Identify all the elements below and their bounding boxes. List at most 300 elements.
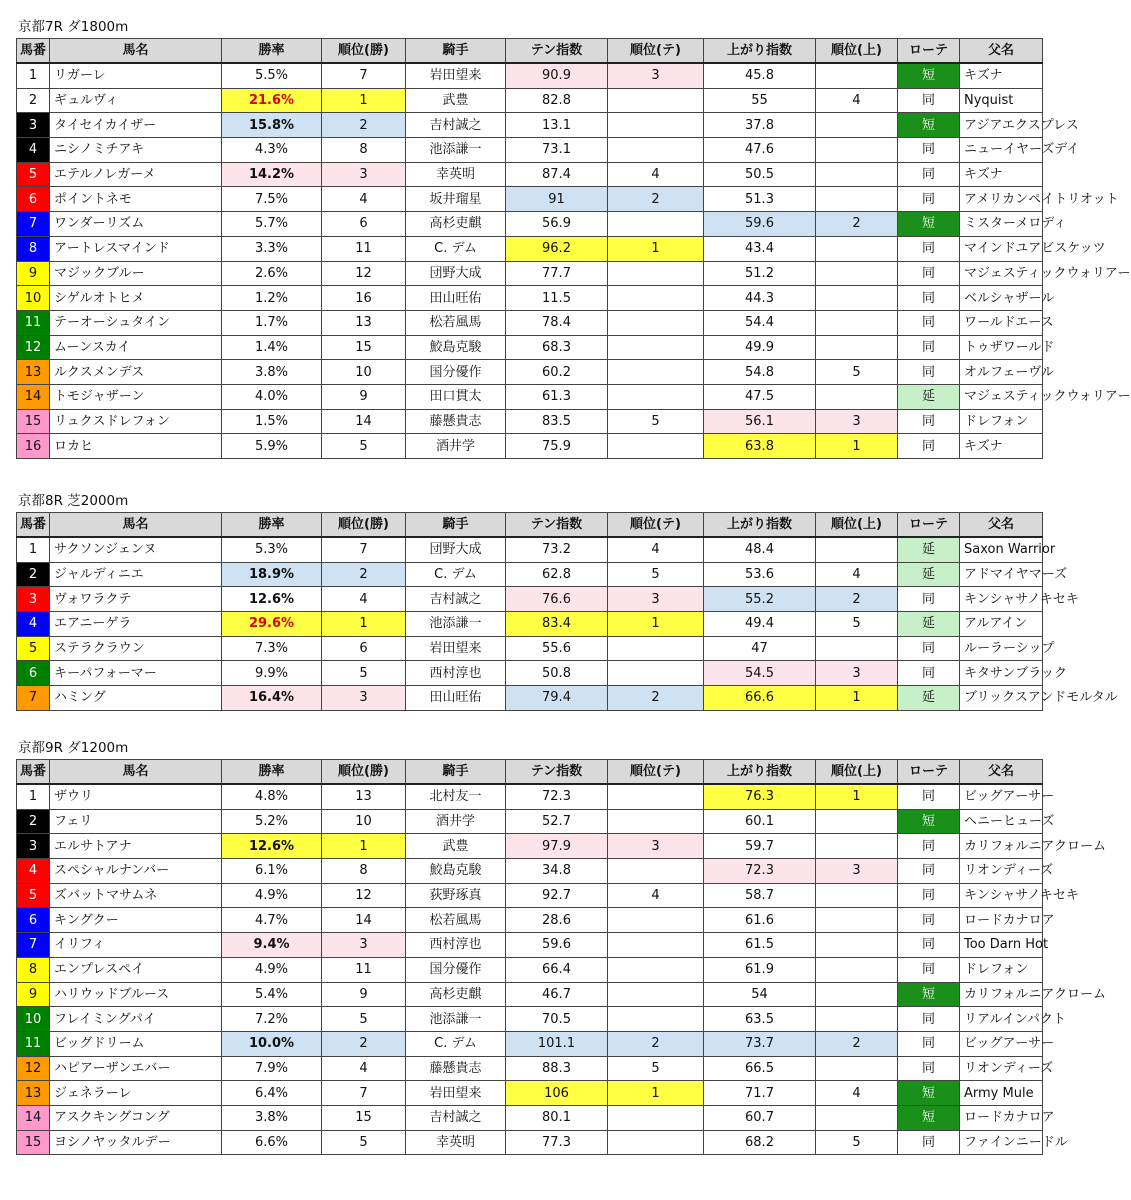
win-rate-cell: 5.2% bbox=[222, 809, 322, 834]
horse-number-cell: 7 bbox=[17, 212, 50, 237]
sire-cell: ニューイヤーズデイ bbox=[960, 138, 1043, 163]
column-header-horse-name[interactable]: 馬名 bbox=[50, 39, 222, 64]
agari-rank-cell bbox=[816, 982, 898, 1007]
win-rate-cell: 10.0% bbox=[222, 1031, 322, 1056]
table-row[interactable] bbox=[17, 859, 1043, 884]
agari-index-cell: 47.6 bbox=[704, 138, 816, 163]
horse-number-cell: 3 bbox=[17, 587, 50, 612]
horse-name-cell: ヴォワラクテ bbox=[50, 587, 222, 612]
ten-rank-cell: 2 bbox=[608, 686, 704, 711]
rotation-cell: 同 bbox=[898, 335, 960, 360]
jockey-cell: 高杉吏麒 bbox=[406, 212, 506, 237]
column-header-win-rate[interactable]: 勝率 bbox=[222, 39, 322, 64]
horse-name-cell: エンプレスペイ bbox=[50, 957, 222, 982]
rotation-cell: 同 bbox=[898, 286, 960, 311]
ten-rank-cell: 5 bbox=[608, 562, 704, 587]
horse-number-cell: 6 bbox=[17, 187, 50, 212]
win-rate-cell: 7.2% bbox=[222, 1007, 322, 1032]
win-rate-cell: 4.9% bbox=[222, 883, 322, 908]
horse-name-cell: エアニーゲラ bbox=[50, 612, 222, 637]
agari-index-cell: 45.8 bbox=[704, 63, 816, 88]
sire-cell: リオンディーズ bbox=[960, 859, 1043, 884]
ten-rank-cell bbox=[608, 859, 704, 884]
jockey-cell: 幸英明 bbox=[406, 1130, 506, 1155]
agari-index-cell: 50.5 bbox=[704, 162, 816, 187]
rotation-cell: 同 bbox=[898, 409, 960, 434]
ten-index-cell: 61.3 bbox=[506, 384, 608, 409]
sire-cell: カリフォルニアクローム bbox=[960, 834, 1043, 859]
win-rank-cell: 8 bbox=[322, 859, 406, 884]
sire-cell: ルーラーシップ bbox=[960, 636, 1043, 661]
horse-name-cell: エテルノレガーメ bbox=[50, 162, 222, 187]
column-header-ten-rank[interactable]: 順位(テ) bbox=[608, 513, 704, 538]
agari-index-cell: 72.3 bbox=[704, 859, 816, 884]
table-row[interactable] bbox=[17, 138, 1043, 163]
sire-cell: Too Darn Hot bbox=[960, 933, 1043, 958]
win-rank-cell: 3 bbox=[322, 686, 406, 711]
table-row[interactable] bbox=[17, 1105, 1043, 1130]
agari-index-cell: 47 bbox=[704, 636, 816, 661]
win-rank-cell: 13 bbox=[322, 310, 406, 335]
table-row[interactable] bbox=[17, 236, 1043, 261]
horse-number-cell: 11 bbox=[17, 1031, 50, 1056]
table-row[interactable] bbox=[17, 162, 1043, 187]
column-header-agari-index[interactable]: 上がり指数 bbox=[704, 760, 816, 785]
column-header-rotation[interactable]: ローテ bbox=[898, 760, 960, 785]
ten-rank-cell bbox=[608, 261, 704, 286]
jockey-cell: 武豊 bbox=[406, 834, 506, 859]
column-header-horse-name[interactable]: 馬名 bbox=[50, 513, 222, 538]
column-header-win-rank[interactable]: 順位(勝) bbox=[322, 513, 406, 538]
ten-index-cell: 52.7 bbox=[506, 809, 608, 834]
ten-index-cell: 101.1 bbox=[506, 1031, 608, 1056]
horse-number-cell: 11 bbox=[17, 310, 50, 335]
column-header-horse-number[interactable]: 馬番 bbox=[17, 760, 50, 785]
rotation-cell: 同 bbox=[898, 1056, 960, 1081]
rotation-cell: 同 bbox=[898, 162, 960, 187]
rotation-cell: 同 bbox=[898, 908, 960, 933]
win-rank-cell: 4 bbox=[322, 1056, 406, 1081]
horse-number-cell: 3 bbox=[17, 113, 50, 138]
column-header-ten-index[interactable]: テン指数 bbox=[506, 760, 608, 785]
ten-index-cell: 28.6 bbox=[506, 908, 608, 933]
agari-index-cell: 51.2 bbox=[704, 261, 816, 286]
agari-rank-cell bbox=[816, 809, 898, 834]
ten-index-cell: 77.3 bbox=[506, 1130, 608, 1155]
table-row[interactable] bbox=[17, 661, 1043, 686]
ten-index-cell: 46.7 bbox=[506, 982, 608, 1007]
win-rank-cell: 4 bbox=[322, 587, 406, 612]
sire-cell: ヘニーヒューズ bbox=[960, 809, 1043, 834]
agari-rank-cell bbox=[816, 636, 898, 661]
horse-name-cell: フレイミングパイ bbox=[50, 1007, 222, 1032]
race-section bbox=[16, 490, 1118, 711]
agari-rank-cell: 5 bbox=[816, 1130, 898, 1155]
sire-cell: ファインニードル bbox=[960, 1130, 1043, 1155]
win-rank-cell: 11 bbox=[322, 236, 406, 261]
table-row[interactable] bbox=[17, 809, 1043, 834]
table-row[interactable] bbox=[17, 784, 1043, 809]
horse-name-cell: シゲルオトヒメ bbox=[50, 286, 222, 311]
agari-rank-cell bbox=[816, 384, 898, 409]
jockey-cell: 吉村誠之 bbox=[406, 1105, 506, 1130]
win-rank-cell: 2 bbox=[322, 562, 406, 587]
win-rate-cell: 16.4% bbox=[222, 686, 322, 711]
table-row[interactable] bbox=[17, 434, 1043, 459]
rotation-cell: 同 bbox=[898, 834, 960, 859]
agari-index-cell: 63.5 bbox=[704, 1007, 816, 1032]
column-header-rotation[interactable]: ローテ bbox=[898, 513, 960, 538]
ten-index-cell: 66.4 bbox=[506, 957, 608, 982]
agari-rank-cell: 1 bbox=[816, 434, 898, 459]
sire-cell: アジアエクスプレス bbox=[960, 113, 1043, 138]
ten-index-cell: 50.8 bbox=[506, 661, 608, 686]
table-row[interactable] bbox=[17, 883, 1043, 908]
ten-index-cell: 77.7 bbox=[506, 261, 608, 286]
rotation-cell: 同 bbox=[898, 859, 960, 884]
agari-index-cell: 66.6 bbox=[704, 686, 816, 711]
jockey-cell: 鮫島克駿 bbox=[406, 859, 506, 884]
win-rank-cell: 7 bbox=[322, 63, 406, 88]
table-row[interactable] bbox=[17, 933, 1043, 958]
win-rate-cell: 1.5% bbox=[222, 409, 322, 434]
agari-rank-cell: 2 bbox=[816, 212, 898, 237]
ten-rank-cell: 3 bbox=[608, 587, 704, 612]
win-rank-cell: 1 bbox=[322, 88, 406, 113]
sire-cell: リアルインパクト bbox=[960, 1007, 1043, 1032]
agari-rank-cell bbox=[816, 1056, 898, 1081]
horse-number-cell: 9 bbox=[17, 261, 50, 286]
agari-index-cell: 53.6 bbox=[704, 562, 816, 587]
rotation-cell: 同 bbox=[898, 1031, 960, 1056]
column-header-sire[interactable]: 父名 bbox=[960, 39, 1043, 64]
horse-name-cell: ムーンスカイ bbox=[50, 335, 222, 360]
ten-index-cell: 97.9 bbox=[506, 834, 608, 859]
win-rate-cell: 7.3% bbox=[222, 636, 322, 661]
ten-index-cell: 96.2 bbox=[506, 236, 608, 261]
horse-number-cell: 6 bbox=[17, 908, 50, 933]
table-row[interactable] bbox=[17, 686, 1043, 711]
ten-rank-cell bbox=[608, 434, 704, 459]
agari-index-cell: 54.4 bbox=[704, 310, 816, 335]
win-rate-cell: 5.4% bbox=[222, 982, 322, 1007]
ten-rank-cell: 4 bbox=[608, 537, 704, 562]
table-row[interactable] bbox=[17, 212, 1043, 237]
agari-rank-cell bbox=[816, 286, 898, 311]
ten-rank-cell bbox=[608, 384, 704, 409]
jockey-cell: 池添謙一 bbox=[406, 1007, 506, 1032]
rotation-cell: 同 bbox=[898, 1130, 960, 1155]
sire-cell: キズナ bbox=[960, 162, 1043, 187]
agari-rank-cell: 1 bbox=[816, 686, 898, 711]
agari-index-cell: 55.2 bbox=[704, 587, 816, 612]
rotation-cell: 同 bbox=[898, 661, 960, 686]
table-row[interactable] bbox=[17, 1056, 1043, 1081]
ten-rank-cell bbox=[608, 933, 704, 958]
agari-index-cell: 59.7 bbox=[704, 834, 816, 859]
table-row[interactable] bbox=[17, 908, 1043, 933]
rotation-cell: 短 bbox=[898, 982, 960, 1007]
column-header-win-rate[interactable]: 勝率 bbox=[222, 513, 322, 538]
ten-index-cell: 34.8 bbox=[506, 859, 608, 884]
win-rank-cell: 5 bbox=[322, 661, 406, 686]
ten-index-cell: 83.5 bbox=[506, 409, 608, 434]
column-header-jockey[interactable]: 騎手 bbox=[406, 39, 506, 64]
horse-name-cell: フェリ bbox=[50, 809, 222, 834]
horse-number-cell: 14 bbox=[17, 1105, 50, 1130]
win-rank-cell: 13 bbox=[322, 784, 406, 809]
agari-rank-cell bbox=[816, 883, 898, 908]
ten-index-cell: 68.3 bbox=[506, 335, 608, 360]
table-row[interactable] bbox=[17, 1081, 1043, 1106]
column-header-agari-index[interactable]: 上がり指数 bbox=[704, 39, 816, 64]
agari-index-cell: 43.4 bbox=[704, 236, 816, 261]
horse-name-cell: アスクキングコング bbox=[50, 1105, 222, 1130]
table-row[interactable] bbox=[17, 360, 1043, 385]
horse-name-cell: ザウリ bbox=[50, 784, 222, 809]
win-rank-cell: 9 bbox=[322, 982, 406, 1007]
agari-rank-cell bbox=[816, 310, 898, 335]
column-header-sire[interactable]: 父名 bbox=[960, 760, 1043, 785]
win-rank-cell: 11 bbox=[322, 957, 406, 982]
win-rank-cell: 3 bbox=[322, 933, 406, 958]
win-rate-cell: 5.3% bbox=[222, 537, 322, 562]
horse-name-cell: エルサトアナ bbox=[50, 834, 222, 859]
table-row[interactable] bbox=[17, 187, 1043, 212]
rotation-cell: 同 bbox=[898, 883, 960, 908]
table-row[interactable] bbox=[17, 261, 1043, 286]
jockey-cell: 池添謙一 bbox=[406, 138, 506, 163]
win-rank-cell: 8 bbox=[322, 138, 406, 163]
horse-name-cell: イリフィ bbox=[50, 933, 222, 958]
table-row[interactable] bbox=[17, 957, 1043, 982]
table-row[interactable] bbox=[17, 409, 1043, 434]
ten-index-cell: 73.2 bbox=[506, 537, 608, 562]
win-rate-cell: 4.0% bbox=[222, 384, 322, 409]
horse-name-cell: マジックブルー bbox=[50, 261, 222, 286]
agari-rank-cell: 5 bbox=[816, 360, 898, 385]
win-rank-cell: 15 bbox=[322, 1105, 406, 1130]
rotation-cell: 同 bbox=[898, 636, 960, 661]
table-row[interactable] bbox=[17, 562, 1043, 587]
horse-number-cell: 8 bbox=[17, 236, 50, 261]
horse-name-cell: ハミング bbox=[50, 686, 222, 711]
sire-cell: ロードカナロア bbox=[960, 1105, 1043, 1130]
horse-number-cell: 1 bbox=[17, 63, 50, 88]
table-row[interactable] bbox=[17, 612, 1043, 637]
sire-cell: アルアイン bbox=[960, 612, 1043, 637]
rotation-cell: 延 bbox=[898, 384, 960, 409]
ten-rank-cell: 1 bbox=[608, 612, 704, 637]
table-row[interactable] bbox=[17, 587, 1043, 612]
horse-name-cell: ハピアーザンエバー bbox=[50, 1056, 222, 1081]
table-row[interactable] bbox=[17, 1031, 1043, 1056]
ten-rank-cell bbox=[608, 1130, 704, 1155]
column-header-jockey[interactable]: 騎手 bbox=[406, 760, 506, 785]
table-row[interactable] bbox=[17, 88, 1043, 113]
sire-cell: マインドユアビスケッツ bbox=[960, 236, 1043, 261]
rotation-cell: 同 bbox=[898, 261, 960, 286]
ten-index-cell: 56.9 bbox=[506, 212, 608, 237]
horse-name-cell: キングクー bbox=[50, 908, 222, 933]
agari-index-cell: 47.5 bbox=[704, 384, 816, 409]
horse-name-cell: ギュルヴィ bbox=[50, 88, 222, 113]
horse-name-cell: スペシャルナンバー bbox=[50, 859, 222, 884]
column-header-win-rank[interactable]: 順位(勝) bbox=[322, 39, 406, 64]
table-row[interactable] bbox=[17, 286, 1043, 311]
ten-index-cell: 78.4 bbox=[506, 310, 608, 335]
ten-rank-cell bbox=[608, 636, 704, 661]
agari-index-cell: 59.6 bbox=[704, 212, 816, 237]
column-header-win-rank[interactable]: 順位(勝) bbox=[322, 760, 406, 785]
horse-name-cell: ズバットマサムネ bbox=[50, 883, 222, 908]
agari-rank-cell: 4 bbox=[816, 88, 898, 113]
race-table bbox=[16, 512, 1118, 711]
sire-cell: トゥザワールド bbox=[960, 335, 1043, 360]
agari-index-cell: 63.8 bbox=[704, 434, 816, 459]
agari-rank-cell: 5 bbox=[816, 612, 898, 637]
jockey-cell: 荻野琢真 bbox=[406, 883, 506, 908]
sire-cell: ワールドエース bbox=[960, 310, 1043, 335]
rotation-cell: 同 bbox=[898, 360, 960, 385]
horse-number-cell: 14 bbox=[17, 384, 50, 409]
ten-index-cell: 72.3 bbox=[506, 784, 608, 809]
table-row[interactable] bbox=[17, 335, 1043, 360]
sire-cell: ブリックスアンドモルタル bbox=[960, 686, 1043, 711]
agari-rank-cell bbox=[816, 1105, 898, 1130]
win-rank-cell: 15 bbox=[322, 335, 406, 360]
jockey-cell: C. デム bbox=[406, 236, 506, 261]
agari-rank-cell bbox=[816, 834, 898, 859]
ten-rank-cell: 4 bbox=[608, 883, 704, 908]
ten-rank-cell bbox=[608, 360, 704, 385]
table-row[interactable] bbox=[17, 63, 1043, 88]
win-rank-cell: 14 bbox=[322, 908, 406, 933]
ten-rank-cell: 5 bbox=[608, 409, 704, 434]
horse-name-cell: タイセイカイザー bbox=[50, 113, 222, 138]
agari-index-cell: 54.5 bbox=[704, 661, 816, 686]
ten-index-cell: 59.6 bbox=[506, 933, 608, 958]
horse-number-cell: 1 bbox=[17, 784, 50, 809]
table-row[interactable] bbox=[17, 384, 1043, 409]
table-row[interactable] bbox=[17, 1130, 1043, 1155]
table-row[interactable] bbox=[17, 310, 1043, 335]
race-section bbox=[16, 16, 1131, 459]
agari-rank-cell: 2 bbox=[816, 587, 898, 612]
ten-rank-cell bbox=[608, 908, 704, 933]
ten-rank-cell bbox=[608, 88, 704, 113]
table-row[interactable] bbox=[17, 636, 1043, 661]
win-rank-cell: 6 bbox=[322, 212, 406, 237]
jockey-cell: 西村淳也 bbox=[406, 933, 506, 958]
column-header-rotation[interactable]: ローテ bbox=[898, 39, 960, 64]
win-rate-cell: 4.7% bbox=[222, 908, 322, 933]
race-title: 京都8R 芝2000m bbox=[18, 493, 129, 509]
ten-rank-cell bbox=[608, 335, 704, 360]
column-header-horse-number[interactable]: 馬番 bbox=[17, 39, 50, 64]
race-section bbox=[16, 737, 1106, 1155]
column-header-ten-index[interactable]: テン指数 bbox=[506, 513, 608, 538]
sire-cell: ドレフォン bbox=[960, 957, 1043, 982]
header-row bbox=[17, 760, 1043, 785]
table-row[interactable] bbox=[17, 1007, 1043, 1032]
ten-index-cell: 88.3 bbox=[506, 1056, 608, 1081]
win-rank-cell: 5 bbox=[322, 434, 406, 459]
win-rate-cell: 3.8% bbox=[222, 1105, 322, 1130]
column-header-ten-rank[interactable]: 順位(テ) bbox=[608, 39, 704, 64]
column-header-win-rate[interactable]: 勝率 bbox=[222, 760, 322, 785]
horse-number-cell: 15 bbox=[17, 409, 50, 434]
column-header-ten-rank[interactable]: 順位(テ) bbox=[608, 760, 704, 785]
column-header-horse-name[interactable]: 馬名 bbox=[50, 760, 222, 785]
win-rate-cell: 5.9% bbox=[222, 434, 322, 459]
table-row[interactable] bbox=[17, 537, 1043, 562]
table-row[interactable] bbox=[17, 982, 1043, 1007]
sire-cell: マジェスティックウォリアー bbox=[960, 261, 1043, 286]
horse-number-cell: 10 bbox=[17, 286, 50, 311]
win-rank-cell: 5 bbox=[322, 1130, 406, 1155]
jockey-cell: 西村淳也 bbox=[406, 661, 506, 686]
win-rate-cell: 9.4% bbox=[222, 933, 322, 958]
win-rank-cell: 10 bbox=[322, 809, 406, 834]
horse-number-cell: 5 bbox=[17, 636, 50, 661]
ten-rank-cell bbox=[608, 1105, 704, 1130]
jockey-cell: 松若風馬 bbox=[406, 908, 506, 933]
horse-number-cell: 3 bbox=[17, 834, 50, 859]
ten-index-cell: 87.4 bbox=[506, 162, 608, 187]
ten-rank-cell bbox=[608, 212, 704, 237]
horse-number-cell: 5 bbox=[17, 162, 50, 187]
horse-number-cell: 4 bbox=[17, 612, 50, 637]
horse-name-cell: トモジャザーン bbox=[50, 384, 222, 409]
column-header-agari-rank[interactable]: 順位(上) bbox=[816, 513, 898, 538]
ten-rank-cell bbox=[608, 1007, 704, 1032]
agari-index-cell: 48.4 bbox=[704, 537, 816, 562]
column-header-horse-number[interactable]: 馬番 bbox=[17, 513, 50, 538]
horse-name-cell: ロカヒ bbox=[50, 434, 222, 459]
jockey-cell: 岩田望来 bbox=[406, 1081, 506, 1106]
jockey-cell: 高杉吏麒 bbox=[406, 982, 506, 1007]
ten-index-cell: 106 bbox=[506, 1081, 608, 1106]
column-header-sire[interactable]: 父名 bbox=[960, 513, 1043, 538]
column-header-jockey[interactable]: 騎手 bbox=[406, 513, 506, 538]
agari-index-cell: 61.5 bbox=[704, 933, 816, 958]
ten-rank-cell bbox=[608, 809, 704, 834]
header-row bbox=[17, 513, 1043, 538]
agari-index-cell: 37.8 bbox=[704, 113, 816, 138]
ten-rank-cell: 4 bbox=[608, 162, 704, 187]
race-table bbox=[16, 759, 1106, 1155]
horse-number-cell: 12 bbox=[17, 1056, 50, 1081]
column-header-agari-index[interactable]: 上がり指数 bbox=[704, 513, 816, 538]
rotation-cell: 同 bbox=[898, 187, 960, 212]
agari-rank-cell bbox=[816, 113, 898, 138]
win-rank-cell: 7 bbox=[322, 537, 406, 562]
agari-rank-cell: 3 bbox=[816, 661, 898, 686]
table-row[interactable] bbox=[17, 834, 1043, 859]
win-rate-cell: 3.3% bbox=[222, 236, 322, 261]
column-header-agari-rank[interactable]: 順位(上) bbox=[816, 760, 898, 785]
rotation-cell: 延 bbox=[898, 686, 960, 711]
ten-rank-cell: 3 bbox=[608, 834, 704, 859]
ten-rank-cell bbox=[608, 113, 704, 138]
column-header-ten-index[interactable]: テン指数 bbox=[506, 39, 608, 64]
column-header-agari-rank[interactable]: 順位(上) bbox=[816, 39, 898, 64]
agari-rank-cell bbox=[816, 1007, 898, 1032]
table-row[interactable] bbox=[17, 113, 1043, 138]
rotation-cell: 短 bbox=[898, 63, 960, 88]
horse-number-cell: 5 bbox=[17, 883, 50, 908]
